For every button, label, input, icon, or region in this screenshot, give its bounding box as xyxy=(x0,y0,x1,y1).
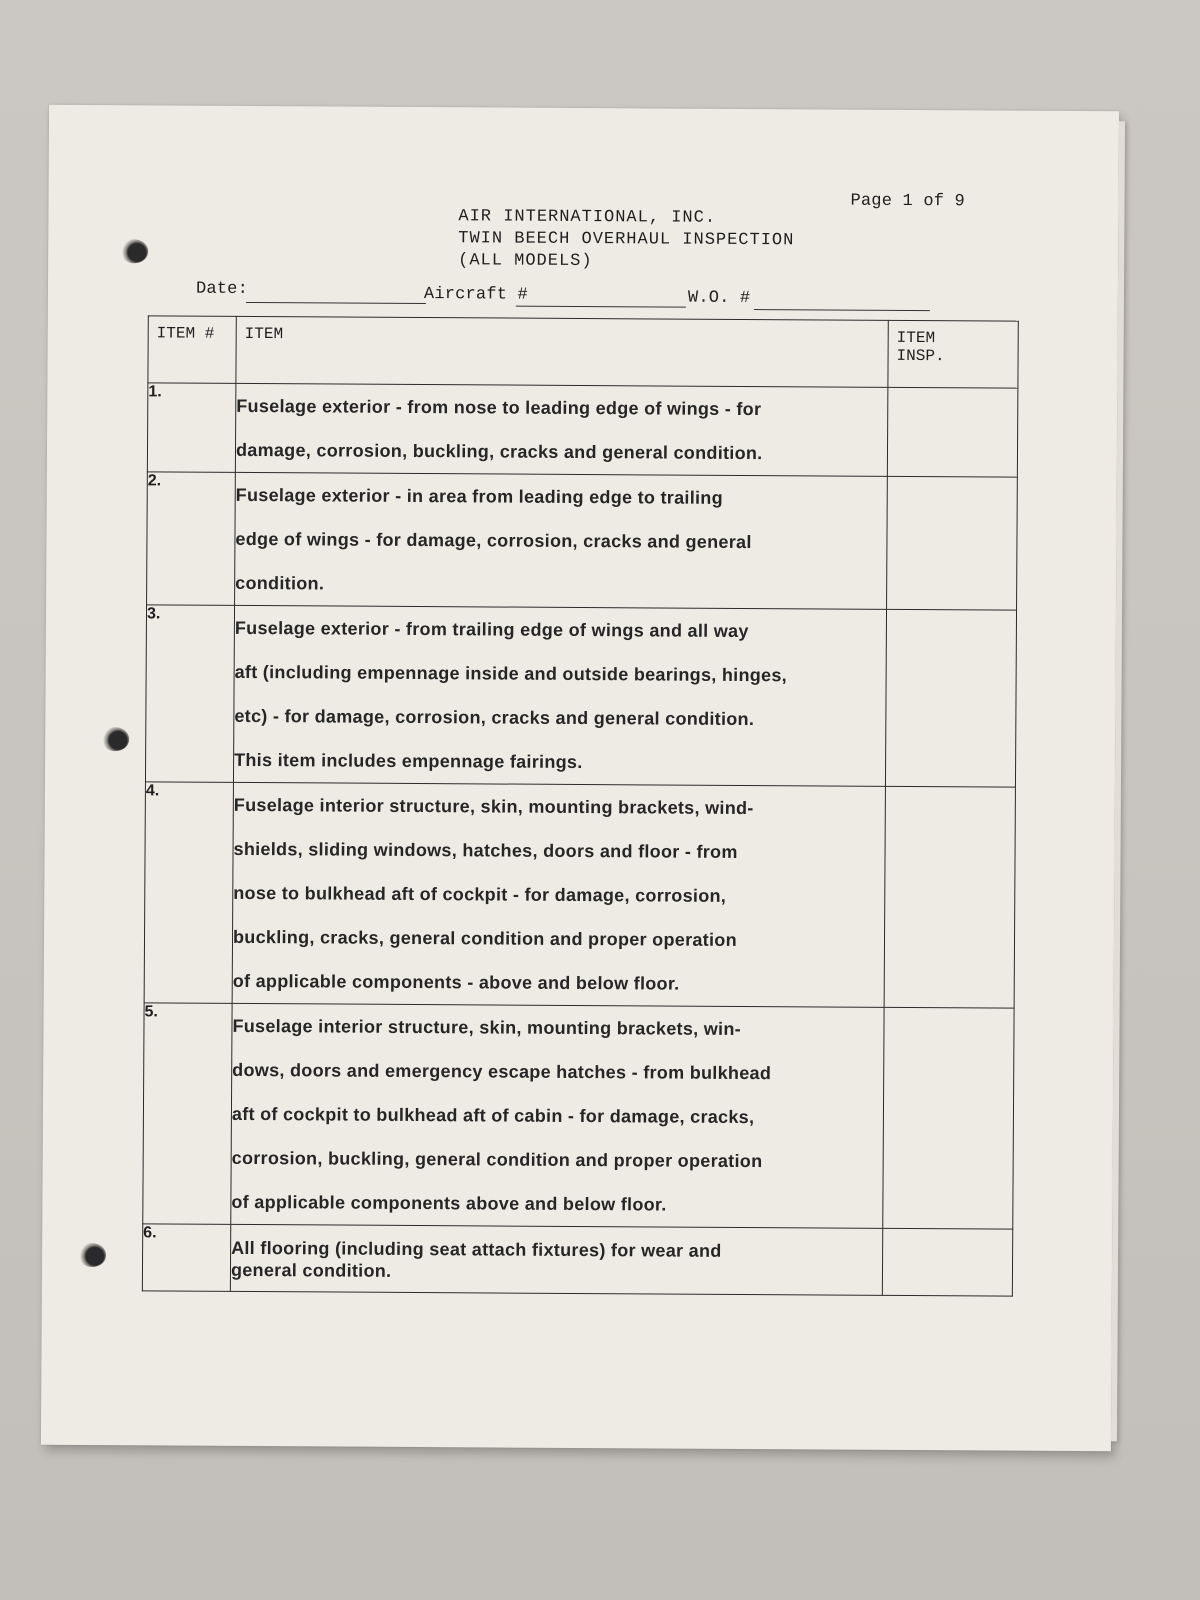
table-header-row xyxy=(148,316,1018,388)
row-line: All flooring (including seat attach fixtures) for wear and xyxy=(231,1237,722,1261)
inspection-sign-cell[interactable] xyxy=(887,387,1018,477)
table-row xyxy=(144,782,1015,1008)
row-number: 2. xyxy=(147,472,236,606)
row-line: of applicable components above and below floor. xyxy=(231,1191,667,1215)
row-line: etc) - for damage, corrosion, cracks and general condition. xyxy=(234,705,755,730)
header-insp-line2: INSP. xyxy=(896,346,945,366)
inspection-sign-cell[interactable] xyxy=(887,476,1018,610)
table-row xyxy=(142,1224,1012,1296)
row-line: condition. xyxy=(235,572,325,594)
header-item-insp xyxy=(888,320,1018,388)
row-line: nose to bulkhead aft of cockpit - for damage, corrosion, xyxy=(233,882,727,906)
company-name: AIR INTERNATIONAL, INC. xyxy=(458,207,717,228)
row-line: Fuselage exterior - from nose to leading edge of wings - for xyxy=(236,395,762,420)
row-line: shields, sliding windows, hatches, doors and floor - from xyxy=(233,838,738,862)
row-line: Fuselage interior structure, skin, mounting brackets, win- xyxy=(232,1015,742,1039)
header-insp-line1: ITEM xyxy=(896,328,936,348)
row-line: general condition. xyxy=(230,1259,392,1281)
row-line: This item includes empennage fairings. xyxy=(234,749,583,773)
row-description xyxy=(235,472,888,609)
row-number: 6. xyxy=(142,1224,230,1292)
row-line: Fuselage interior structure, skin, mounting brackets, wind- xyxy=(233,794,754,819)
row-description xyxy=(232,782,885,1007)
row-line: buckling, cracks, general condition and proper operation xyxy=(232,926,737,950)
row-line: aft of cockpit to bulkhead aft of cabin - for damage, cracks, xyxy=(231,1103,755,1128)
date-label: Date: xyxy=(195,279,249,299)
row-line: edge of wings - for damage, corrosion, cracks and general xyxy=(235,528,752,553)
row-number: 5. xyxy=(143,1003,232,1225)
row-line: Fuselage exterior - from trailing edge of wings and all way xyxy=(234,617,749,642)
inspection-table xyxy=(142,315,1019,1296)
row-number: 3. xyxy=(145,605,234,783)
wo-field-line xyxy=(754,309,930,311)
page-edge xyxy=(1111,121,1125,1441)
row-number: 4. xyxy=(144,782,233,1004)
punch-hole-top xyxy=(120,239,148,263)
inspection-title: TWIN BEECH OVERHAUL INSPECTION xyxy=(458,229,795,251)
table-row xyxy=(145,605,1016,787)
row-description xyxy=(233,605,886,786)
header-item: ITEM xyxy=(236,316,888,387)
row-description xyxy=(231,1003,884,1228)
row-line: corrosion, buckling, general condition and proper operation xyxy=(231,1147,763,1172)
table-row xyxy=(147,383,1018,477)
row-description xyxy=(235,383,888,476)
models-note: (ALL MODELS) xyxy=(458,251,593,272)
row-description xyxy=(230,1224,882,1295)
row-line: aft (including empennage inside and outside bearings, hinges, xyxy=(234,661,788,686)
inspection-sign-cell[interactable] xyxy=(884,786,1015,1008)
row-number: 1. xyxy=(147,383,236,473)
table-row xyxy=(143,1003,1014,1229)
header-item-number: ITEM # xyxy=(148,316,236,384)
aircraft-field-line xyxy=(516,306,686,308)
document-page xyxy=(41,105,1119,1452)
row-line: of applicable components - above and below floor. xyxy=(232,970,680,994)
inspection-sign-cell[interactable] xyxy=(885,609,1016,787)
row-line: Fuselage exterior - in area from leading edge to trailing xyxy=(235,484,723,508)
wo-label: W.O. # xyxy=(687,288,751,309)
row-line: damage, corrosion, buckling, cracks and general condition. xyxy=(235,439,763,464)
table-row xyxy=(147,472,1018,610)
inspection-sign-cell[interactable] xyxy=(882,1228,1012,1296)
punch-hole-bottom xyxy=(78,1243,106,1267)
punch-hole-middle xyxy=(101,727,129,751)
aircraft-label: Aircraft # xyxy=(423,285,529,305)
page-number: Page 1 of 9 xyxy=(850,191,966,212)
inspection-sign-cell[interactable] xyxy=(883,1007,1014,1229)
date-field-line xyxy=(246,302,426,304)
row-line: dows, doors and emergency escape hatches - from bulkhead xyxy=(232,1059,772,1084)
